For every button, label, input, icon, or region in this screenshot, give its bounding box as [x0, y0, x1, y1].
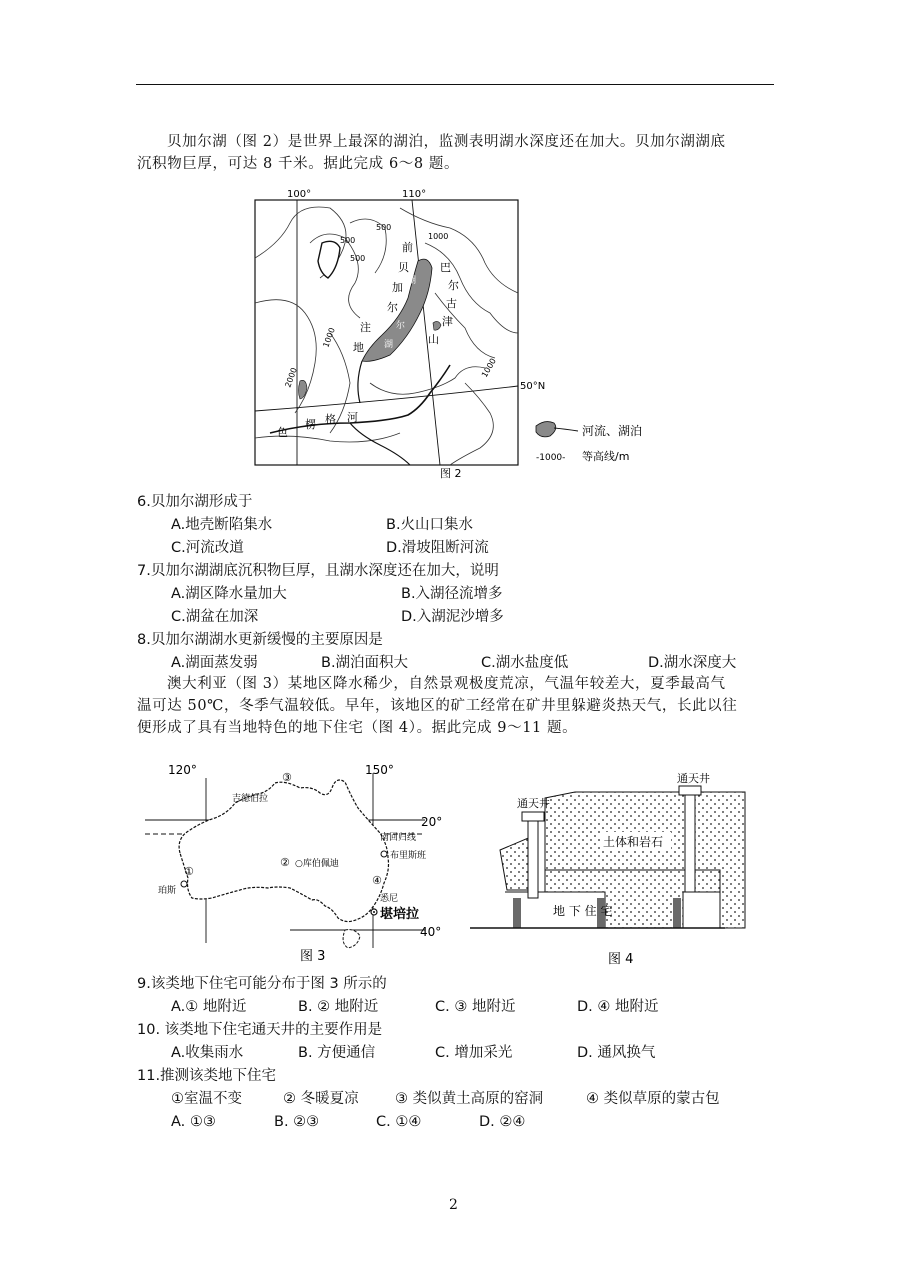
- place-char: 贝: [398, 261, 409, 274]
- question-11-statement-2: ② 冬暖夏凉: [283, 1091, 359, 1107]
- lat-20-label: 20°: [421, 815, 443, 829]
- question-6-stem: 6.贝加尔湖形成于: [137, 494, 253, 510]
- question-6-option-a: A.地壳断陷集水: [171, 517, 273, 533]
- place-char: 古: [446, 297, 457, 310]
- intro-australia-line3: 便形成了具有当地特色的地下住宅（图 4）。据此完成 9～11 题。: [137, 720, 578, 736]
- place-char: 尔: [396, 321, 406, 331]
- place-char: 色: [277, 426, 288, 439]
- legend-contour-sample: -1000-: [536, 453, 566, 463]
- question-8-stem: 8.贝加尔湖湖水更新缓慢的主要原因是: [137, 632, 383, 648]
- place-label: ○库伯佩迪: [295, 859, 339, 869]
- question-11-option-b: B. ②③: [274, 1114, 320, 1130]
- intro-australia: [137, 673, 773, 739]
- lat-40-label: 40°: [420, 925, 442, 939]
- page-number: 2: [449, 1197, 458, 1213]
- legend-contour-label: 等高线/m: [582, 450, 630, 463]
- place-label: 吉德伯拉: [232, 794, 269, 804]
- shaft-right-label: 通天井: [677, 772, 710, 785]
- question-8-option-c: C.湖水盐度低: [481, 655, 569, 671]
- question-11-statement-4: ④ 类似草原的蒙古包: [586, 1091, 720, 1107]
- figure2: [250, 183, 670, 483]
- question-6-option-c: C.河流改道: [171, 540, 244, 556]
- question-8-option-d: D.湖水深度大: [648, 655, 737, 671]
- place-char: 山: [428, 333, 439, 346]
- question-6-option-b: B.火山口集水: [386, 517, 474, 533]
- place-label: 布里斯班: [390, 851, 427, 861]
- place-char: 地: [353, 341, 364, 354]
- question-9-option-c: C. ③ 地附近: [435, 999, 516, 1015]
- marker-4: ④: [372, 874, 382, 887]
- marker-1: ①: [184, 865, 194, 878]
- question-7-option-c: C.湖盆在加深: [171, 609, 259, 625]
- intro-baikal-line2: 沉积物巨厚，可达 8 千米。据此完成 6～8 题。: [137, 156, 460, 172]
- place-char: 尔: [448, 279, 459, 292]
- question-11-statement-3: ③ 类似黄土高原的窑洞: [395, 1091, 544, 1107]
- question-10-option-b: B. 方便通信: [298, 1045, 376, 1061]
- question-7-option-b: B.入湖径流增多: [401, 586, 503, 602]
- place-label: 珀斯: [158, 886, 177, 896]
- question-7-option-d: D.入湖泥沙增多: [401, 609, 504, 625]
- lon-120-label: 120°: [168, 763, 197, 777]
- question-11-option-a: A. ①③: [171, 1114, 216, 1130]
- contour-label: 500: [376, 223, 392, 232]
- question-9-option-b: B. ② 地附近: [298, 999, 379, 1015]
- place-label-canberra: 堪培拉: [380, 907, 420, 922]
- intro-australia-line1: 澳大利亚（图 3）某地区降水稀少，自然景观极度荒凉，气温年较差大，夏季最高气: [167, 676, 726, 692]
- figure3: [140, 758, 460, 973]
- lat-50n-label: 50°N: [520, 381, 546, 392]
- question-10-option-a: A.收集雨水: [171, 1045, 244, 1061]
- marker-2: ②: [280, 856, 290, 869]
- shaft-left-label: 通天井: [517, 797, 550, 810]
- question-9-option-a: A.① 地附近: [171, 999, 247, 1015]
- question-10-stem: 10. 该类地下住宅通天井的主要作用是: [137, 1022, 383, 1038]
- dwelling-section: [465, 770, 765, 975]
- legend-lake-swatch: [536, 422, 556, 437]
- intro-baikal-line1: 贝加尔湖（图 2）是世界上最深的湖泊，监测表明湖水深度还在加大。贝加尔湖湖底: [167, 134, 726, 150]
- place-char: 津: [442, 315, 453, 328]
- question-10-option-d: D. 通风换气: [577, 1045, 656, 1061]
- figure2-caption: 图 2: [440, 467, 462, 480]
- place-label: 悉尼: [380, 894, 399, 904]
- house-label: 地 下 住 宅: [553, 904, 613, 918]
- place-char: 楞: [305, 418, 316, 431]
- question-11-stem: 11.推测该类地下住宅: [137, 1068, 277, 1084]
- question-7-stem: 7.贝加尔湖湖底沉积物巨厚，且湖水深度还在加大，说明: [137, 563, 499, 579]
- question-9-option-d: D. ④ 地附近: [577, 999, 659, 1015]
- contour-label: 1000: [428, 232, 449, 241]
- question-11-option-c: C. ①④: [376, 1114, 422, 1130]
- lon-150-label: 150°: [365, 763, 394, 777]
- place-char: 格: [325, 413, 336, 426]
- lon-100-label: 100°: [287, 189, 312, 200]
- place-char: 湖: [384, 340, 394, 350]
- contour-label: 500: [340, 236, 356, 245]
- contour-label: 500: [350, 254, 366, 263]
- soil-label: 土体和岩石: [603, 835, 664, 849]
- place-char: 巴: [440, 261, 451, 274]
- legend-lake-label: 河流、湖泊: [582, 424, 643, 438]
- australia-map: [140, 758, 460, 973]
- marker-3: ③: [282, 771, 292, 784]
- question-7-option-a: A.湖区降水量加大: [171, 586, 287, 602]
- question-11-option-d: D. ②④: [479, 1114, 526, 1130]
- contour-label: 1000: [321, 326, 337, 349]
- contour-label: 2000: [283, 366, 299, 389]
- question-10-option-c: C. 增加采光: [435, 1045, 513, 1061]
- question-6-option-d: D.滑坡阻断河流: [386, 540, 489, 556]
- intro-australia-line2: 温可达 50℃，冬季气温较低。早年，该地区的矿工经常在矿井里躲避炎热天气，长此以往: [137, 698, 738, 714]
- question-8-option-a: A.湖面蒸发弱: [171, 655, 258, 671]
- header-rule: [136, 84, 774, 85]
- baikal-map: [250, 183, 670, 483]
- place-char: 前: [402, 241, 413, 254]
- place-char: 河: [347, 411, 358, 424]
- place-char: 湖: [407, 276, 417, 286]
- contour-label: 1000: [479, 356, 498, 379]
- tropic-label: 南回归线: [380, 833, 417, 843]
- place-char: 加: [392, 281, 403, 294]
- figure4-caption: 图 4: [608, 952, 634, 967]
- question-11-statement-1: ①室温不变: [171, 1091, 242, 1107]
- intro-baikal: [137, 131, 773, 175]
- place-char: 尔: [387, 301, 398, 314]
- question-9-stem: 9.该类地下住宅可能分布于图 3 所示的: [137, 976, 387, 992]
- place-char: 注: [360, 321, 371, 334]
- figure3-caption: 图 3: [300, 949, 326, 964]
- question-8-option-b: B.湖泊面积大: [321, 655, 409, 671]
- lon-110-label: 110°: [402, 189, 427, 200]
- figure4: [465, 770, 765, 975]
